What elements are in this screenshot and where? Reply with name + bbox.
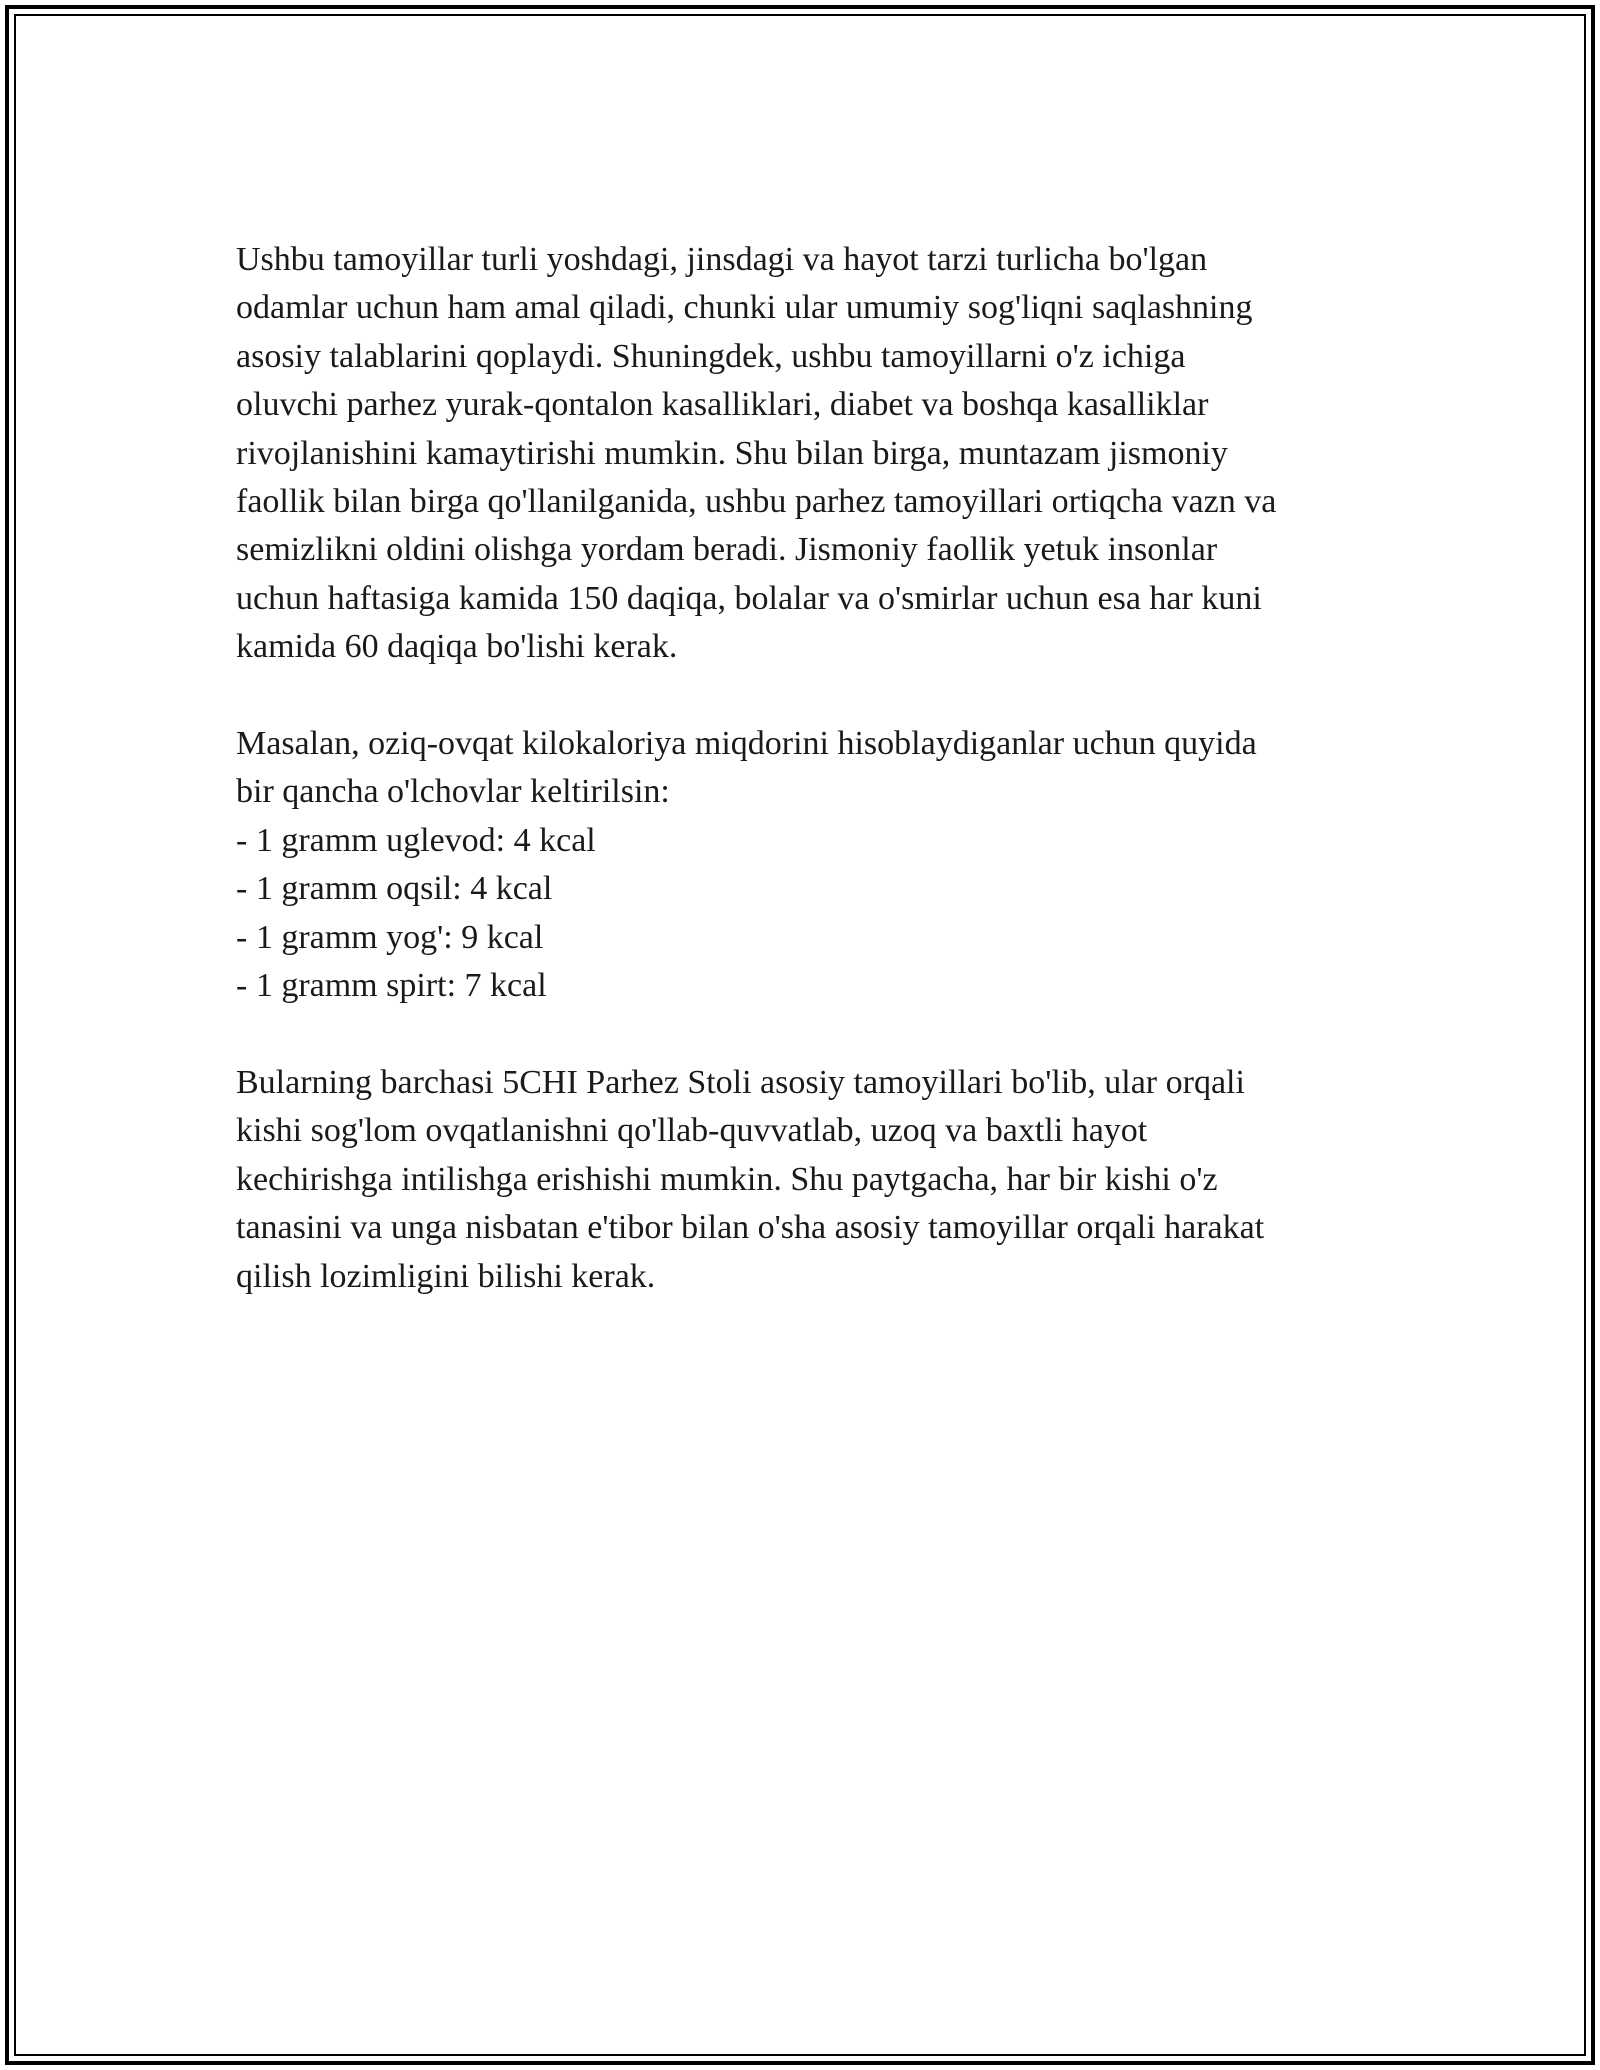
text-line: semizlikni oldini olishga yordam beradi. Jismoniy faollik yetuk insonlar (236, 531, 1218, 569)
list-item: - 1 gramm uglevod: 4 kcal (236, 821, 596, 859)
text-line: kishi sog'lom ovqatlanishni qo'llab-quvvatlab, uzoq va baxtli hayot (236, 1112, 1148, 1150)
list-item: - 1 gramm spirt: 7 kcal (236, 967, 547, 1005)
text-line: kechirishga intilishga erishishi mumkin. Shu paytgacha, har bir kishi o'z (236, 1160, 1218, 1198)
text-line: asosiy talablarini qoplaydi. Shuningdek, ushbu tamoyillarni o'z ichiga (236, 337, 1186, 375)
text-line: odamlar uchun ham amal qiladi, chunki ular umumiy sog'liqni saqlashning (236, 289, 1253, 327)
text-line: Ushbu tamoyillar turli yoshdagi, jinsdagi va hayot tarzi turlicha bo'lgan (236, 241, 1208, 278)
list-item: - 1 gramm yog': 9 kcal (236, 918, 544, 956)
text-line: Masalan, oziq-ovqat kilokaloriya miqdorini hisoblaydiganlar uchun quyida (236, 725, 1257, 763)
text-line: tanasini va unga nisbatan e'tibor bilan o'sha asosiy tamoyillar orqali harakat (236, 1209, 1265, 1247)
text-line: oluvchi parhez yurak-qontalon kasalliklari, diabet va boshqa kasalliklar (236, 386, 1209, 424)
paragraph-spacer (236, 672, 1376, 720)
list-item: - 1 gramm oqsil: 4 kcal (236, 870, 553, 908)
paragraph-spacer (236, 1010, 1376, 1058)
text-line: bir qancha o'lchovlar keltirilsin: (236, 773, 670, 811)
text-line: Bularning barchasi 5CHI Parhez Stoli asosiy tamoyillari bo'lib, ular orqali (236, 1063, 1245, 1101)
text-line: kamida 60 daqiqa bo'lishi kerak. (236, 628, 678, 666)
text-line: rivojlanishini kamaytirishi mumkin. Shu bilan birga, muntazam jismoniy (236, 434, 1228, 472)
paragraph-principles (236, 236, 1376, 672)
document-body (236, 236, 1376, 1301)
text-line: uchun haftasiga kamida 150 daqiqa, bolalar va o'smirlar uchun esa har kuni (236, 579, 1262, 617)
paragraph-conclusion (236, 1059, 1376, 1301)
paragraph-calorie-intro (236, 720, 1376, 817)
text-line: qilish lozimligini bilishi kerak. (236, 1257, 656, 1295)
text-line: faollik bilan birga qo'llanilganida, ushbu parhez tamoyillari ortiqcha vazn va (236, 483, 1277, 521)
calorie-list (236, 817, 1376, 1011)
